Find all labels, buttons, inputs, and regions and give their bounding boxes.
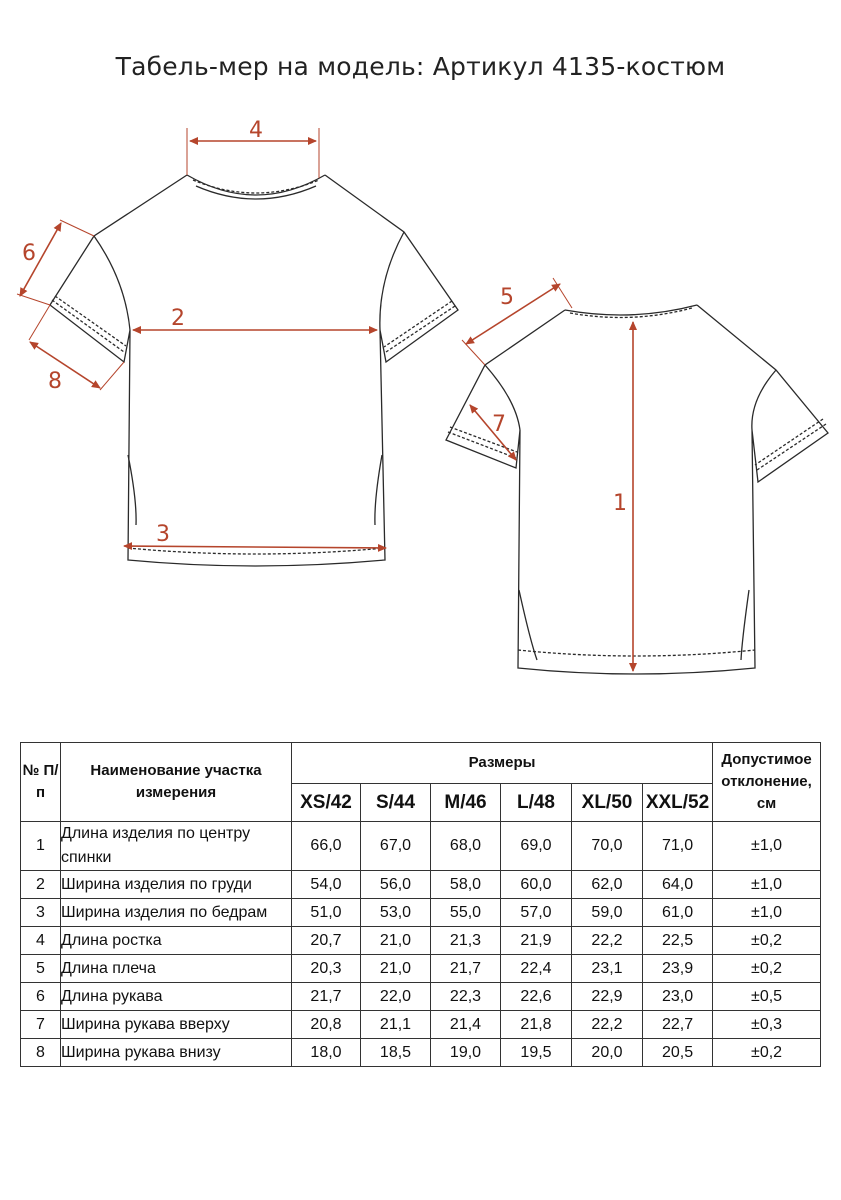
tolerance-value: ±0,2 <box>713 955 821 983</box>
size-value: 66,0 <box>292 822 361 871</box>
tolerance-value: ±0,2 <box>713 1039 821 1067</box>
tolerance-value: ±1,0 <box>713 822 821 871</box>
size-value: 23,0 <box>643 983 713 1011</box>
label-3: 3 <box>156 522 170 547</box>
size-value: 20,3 <box>292 955 361 983</box>
size-value: 21,8 <box>501 1011 572 1039</box>
size-value: 22,2 <box>572 927 643 955</box>
label-6: 6 <box>22 241 36 266</box>
label-5: 5 <box>500 285 514 310</box>
size-value: 60,0 <box>501 871 572 899</box>
page-title: Табель-мер на модель: Артикул 4135-костюм <box>115 52 726 81</box>
measurement-labels <box>22 118 627 547</box>
row-name: Длина рукава <box>61 983 292 1011</box>
size-value: 55,0 <box>431 899 501 927</box>
size-header: S/44 <box>361 784 431 822</box>
size-value: 53,0 <box>361 899 431 927</box>
table-row <box>21 871 821 899</box>
size-value: 22,3 <box>431 983 501 1011</box>
size-value: 20,5 <box>643 1039 713 1067</box>
size-value: 71,0 <box>643 822 713 871</box>
size-value: 22,2 <box>572 1011 643 1039</box>
label-1: 1 <box>613 491 627 516</box>
row-name: Ширина изделия по бедрам <box>61 899 292 927</box>
back-view-tshirt <box>446 305 828 674</box>
table-row <box>21 955 821 983</box>
label-7: 7 <box>492 412 506 437</box>
row-name: Ширина рукава внизу <box>61 1039 292 1067</box>
header-name: Наименование участка измерения <box>61 743 292 822</box>
size-value: 18,5 <box>361 1039 431 1067</box>
size-value: 19,0 <box>431 1039 501 1067</box>
table-row <box>21 1011 821 1039</box>
size-value: 56,0 <box>361 871 431 899</box>
size-value: 22,9 <box>572 983 643 1011</box>
size-value: 21,7 <box>431 955 501 983</box>
size-value: 19,5 <box>501 1039 572 1067</box>
size-header: L/48 <box>501 784 572 822</box>
table-row <box>21 927 821 955</box>
header-tolerance: Допустимое отклонение, см <box>713 743 821 822</box>
size-header: M/46 <box>431 784 501 822</box>
table-row <box>21 983 821 1011</box>
size-value: 64,0 <box>643 871 713 899</box>
size-value: 51,0 <box>292 899 361 927</box>
row-name: Ширина изделия по груди <box>61 871 292 899</box>
row-number: 2 <box>21 871 61 899</box>
tolerance-value: ±0,3 <box>713 1011 821 1039</box>
size-value: 21,0 <box>361 927 431 955</box>
row-number: 4 <box>21 927 61 955</box>
row-number: 3 <box>21 899 61 927</box>
table-row <box>21 822 821 871</box>
size-value: 58,0 <box>431 871 501 899</box>
size-value: 21,7 <box>292 983 361 1011</box>
row-number: 6 <box>21 983 61 1011</box>
row-number: 5 <box>21 955 61 983</box>
size-value: 62,0 <box>572 871 643 899</box>
size-value: 68,0 <box>431 822 501 871</box>
size-value: 59,0 <box>572 899 643 927</box>
size-value: 61,0 <box>643 899 713 927</box>
size-value: 21,9 <box>501 927 572 955</box>
size-header: XS/42 <box>292 784 361 822</box>
measurement-table <box>20 742 821 1067</box>
size-value: 67,0 <box>361 822 431 871</box>
header-num: № П/п <box>21 743 61 822</box>
tolerance-value: ±0,5 <box>713 983 821 1011</box>
row-number: 1 <box>21 822 61 871</box>
size-value: 20,8 <box>292 1011 361 1039</box>
size-value: 22,4 <box>501 955 572 983</box>
size-value: 21,3 <box>431 927 501 955</box>
size-header: XL/50 <box>572 784 643 822</box>
size-value: 22,5 <box>643 927 713 955</box>
row-number: 7 <box>21 1011 61 1039</box>
size-value: 69,0 <box>501 822 572 871</box>
tolerance-value: ±1,0 <box>713 899 821 927</box>
row-name: Длина ростка <box>61 927 292 955</box>
size-value: 18,0 <box>292 1039 361 1067</box>
size-header: XXL/52 <box>643 784 713 822</box>
header-sizes: Размеры <box>292 743 713 784</box>
row-name: Ширина рукава вверху <box>61 1011 292 1039</box>
size-value: 57,0 <box>501 899 572 927</box>
table-row <box>21 1039 821 1067</box>
size-value: 54,0 <box>292 871 361 899</box>
size-value: 22,6 <box>501 983 572 1011</box>
size-value: 21,1 <box>361 1011 431 1039</box>
label-4: 4 <box>249 118 263 143</box>
size-value: 20,0 <box>572 1039 643 1067</box>
measurement-arrows <box>17 128 633 671</box>
row-name: Длина изделия по центру спинки <box>61 822 292 871</box>
tolerance-value: ±1,0 <box>713 871 821 899</box>
size-value: 23,1 <box>572 955 643 983</box>
size-value: 22,7 <box>643 1011 713 1039</box>
size-value: 23,9 <box>643 955 713 983</box>
row-name: Длина плеча <box>61 955 292 983</box>
tolerance-value: ±0,2 <box>713 927 821 955</box>
row-number: 8 <box>21 1039 61 1067</box>
size-value: 22,0 <box>361 983 431 1011</box>
table-row <box>21 899 821 927</box>
label-2: 2 <box>171 306 185 331</box>
front-view-tshirt <box>50 175 458 566</box>
label-8: 8 <box>48 369 62 394</box>
size-value: 20,7 <box>292 927 361 955</box>
size-value: 21,4 <box>431 1011 501 1039</box>
size-value: 70,0 <box>572 822 643 871</box>
size-value: 21,0 <box>361 955 431 983</box>
